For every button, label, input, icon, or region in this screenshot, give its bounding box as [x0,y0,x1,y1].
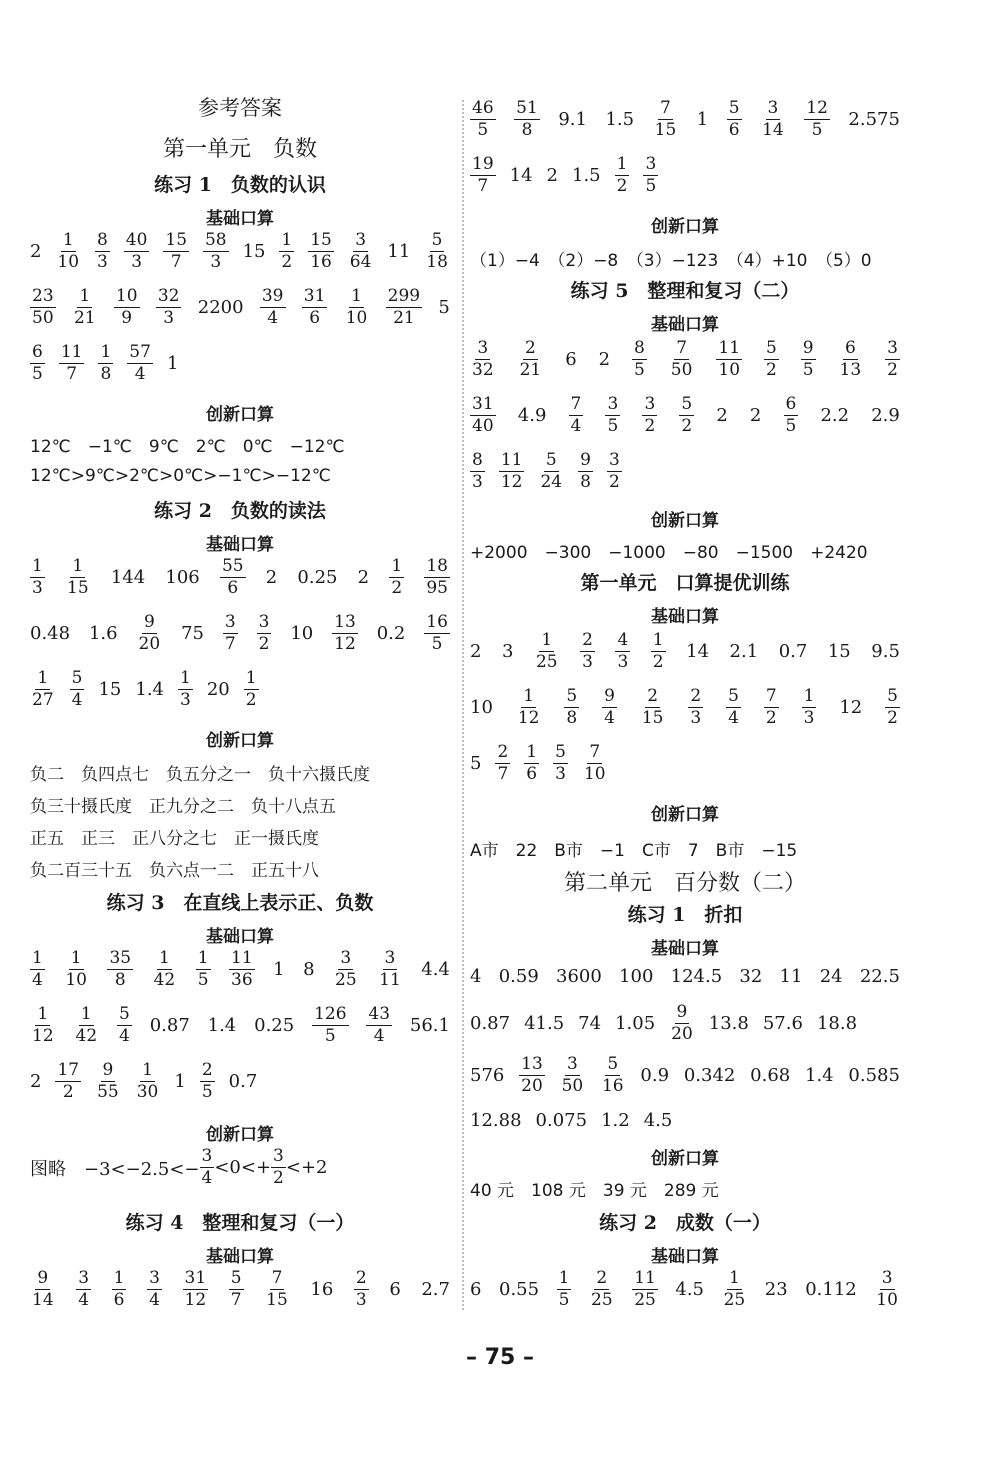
answer-value: 2200 [197,297,244,318]
fraction: $\frac{7}{50}$ [670,338,693,380]
answer-row [30,344,450,383]
fraction: $\frac{1}{6}$ [113,1268,125,1310]
fraction: $\frac{7}{4}$ [570,394,582,436]
fraction: $\frac{5}{4}$ [119,1004,130,1046]
fraction: $\frac{11}{10}$ [718,338,741,380]
fraction: $\frac{5}{4}$ [728,686,739,728]
fraction: $\frac{1}{21}$ [73,286,96,328]
fraction: $\frac{1}{10}$ [345,286,368,328]
answer-row [470,100,900,139]
answer-text-line: 正五 正三 正八分之七 正一摄氏度 [30,829,319,849]
section-heading: 基础口算 [206,1247,274,1267]
answer-row [470,1004,900,1043]
fraction: $\frac{17}{2}$ [57,1060,80,1102]
answer-text-line: A市 22 B市 −1 C市 7 B市 −15 [470,841,798,861]
answer-row [30,232,450,271]
fraction: $\frac{18}{95}$ [426,556,448,598]
answer-value: 2 [716,405,728,426]
fraction: $\frac{3}{5}$ [645,154,657,196]
fraction: $\frac{3}{4}$ [201,1146,213,1188]
answer-value: 2.2 [820,405,850,426]
fraction: $\frac{2}{25}$ [591,1268,613,1310]
fraction: $\frac{9}{20}$ [138,612,161,654]
answer-value: 图略 −3<−2.5<− [30,1158,200,1180]
answer-value: 1.4 [207,1015,237,1036]
fraction: $\frac{4}{3}$ [617,630,629,672]
fraction: $\frac{5}{2}$ [681,394,693,436]
fraction: $\frac{13}{12}$ [334,612,356,654]
answer-value: 18.8 [816,1013,858,1034]
answer-row [470,156,900,195]
fraction: $\frac{1}{10}$ [57,230,80,272]
answer-value: 1.5 [572,165,601,186]
answer-value: 8 [303,959,315,980]
section-heading: 创新口算 [651,805,719,825]
fraction: $\frac{9}{14}$ [32,1268,54,1310]
unit-heading: 第一单元 负数 [162,137,317,162]
answer-row [30,558,450,597]
fraction: $\frac{3}{25}$ [335,948,357,990]
fraction: $\frac{9}{20}$ [671,1002,693,1044]
exercise-heading: 练习 5 整理和复习（二） [570,280,800,302]
answer-value: 0.48 [30,623,71,644]
fraction: $\frac{35}{8}$ [109,948,132,990]
fraction: $\frac{1}{3}$ [180,668,191,710]
fraction: $\frac{299}{21}$ [387,286,421,328]
fraction: $\frac{13}{20}$ [521,1054,543,1096]
answer-row [470,688,900,727]
exercise-heading: 练习 1 折扣 [627,904,743,926]
fraction: $\frac{46}{5}$ [472,98,494,140]
answer-text-line: 负二 负四点七 负五分之一 负十六摄氏度 [30,765,370,785]
fraction: $\frac{1}{15}$ [67,556,89,598]
answer-value: <0<+ [214,1157,272,1178]
answer-row [470,396,900,435]
answer-text-line: 40 元 108 元 39 元 289 元 [470,1181,719,1201]
answer-value: 1.5 [605,109,635,130]
answer-value: 1 [273,959,285,980]
answer-value: 2 [357,567,370,588]
answer-text-line: 负三十摄氏度 正九分之二 负十八点五 [30,797,336,817]
answer-value: 15 [827,641,851,662]
answer-value: 41.5 [524,1013,565,1034]
answer-row [470,1056,900,1095]
answer-value: 74 [578,1013,602,1034]
fraction: $\frac{3}{2}$ [887,338,898,380]
section-heading: 基础口算 [206,535,274,555]
exercise-heading: 第一单元 口算提优训练 [580,572,790,594]
section-heading: 创新口算 [206,1125,274,1145]
answer-value: 0.68 [750,1065,791,1086]
fraction: $\frac{1}{3}$ [803,686,815,728]
fraction: $\frac{9}{55}$ [97,1060,119,1102]
fraction: $\frac{3}{64}$ [349,230,372,272]
page-title: 参考答案 [198,96,282,120]
fraction: $\frac{7}{2}$ [765,686,777,728]
fraction: $\frac{3}{4}$ [149,1268,160,1310]
answer-value: 20 [206,679,230,700]
fraction: $\frac{5}{3}$ [555,742,566,784]
answer-row [470,452,900,491]
fraction: $\frac{9}{8}$ [580,450,591,492]
fraction: $\frac{3}{50}$ [561,1054,584,1096]
answer-value: 4.4 [421,959,450,980]
answer-row [30,614,450,653]
answer-row [470,1110,900,1131]
fraction: $\frac{16}{5}$ [426,612,448,654]
fraction: $\frac{3}{11}$ [379,948,401,990]
answer-value: 24 [819,966,843,987]
answer-value: 15 [98,679,122,700]
fraction: $\frac{1}{30}$ [136,1060,159,1102]
fraction: $\frac{2}{3}$ [690,686,702,728]
answer-value: 6 [389,1279,401,1300]
answer-value: 0.25 [254,1015,295,1036]
fraction: $\frac{8}{5}$ [634,338,645,380]
fraction: $\frac{2}{3}$ [355,1268,367,1310]
fraction: $\frac{2}{7}$ [497,742,509,784]
fraction: $\frac{5}{18}$ [426,230,448,272]
fraction: $\frac{1}{25}$ [723,1268,746,1310]
fraction: $\frac{1}{42}$ [75,1004,98,1046]
answer-value: 0.075 [535,1110,588,1131]
answer-row [30,1062,450,1101]
exercise-heading: 练习 3 在直线上表示正、负数 [106,892,374,914]
fraction: $\frac{5}{6}$ [728,98,740,140]
fraction: $\frac{1}{42}$ [153,948,176,990]
answer-value: 14 [686,641,710,662]
fraction: $\frac{32}{3}$ [157,286,180,328]
fraction: $\frac{9}{4}$ [604,686,615,728]
fraction: $\frac{55}{6}$ [221,556,244,598]
fraction: $\frac{3}{2}$ [644,394,656,436]
fraction: $\frac{1}{2}$ [245,668,257,710]
answer-value: 0.25 [297,567,338,588]
answer-value: 2.7 [421,1279,450,1300]
fraction: $\frac{6}{5}$ [32,342,43,384]
answer-value: 2.9 [871,405,900,426]
answer-value: 1.05 [615,1013,656,1034]
fraction: $\frac{15}{16}$ [310,230,332,272]
fraction: $\frac{11}{7}$ [60,342,83,384]
exercise-heading: 练习 2 成数（一） [599,1212,771,1234]
section-heading: 基础口算 [651,1247,719,1267]
answer-value: 1.2 [601,1110,630,1131]
answer-value: 124.5 [670,966,723,987]
section-heading: 创新口算 [651,217,719,237]
fraction: $\frac{1}{4}$ [32,948,43,990]
fraction: $\frac{57}{4}$ [129,342,151,384]
answer-value: 15 [242,241,266,262]
answer-value: 0.7 [228,1071,258,1092]
fraction: $\frac{39}{4}$ [261,286,284,328]
answer-value: 11 [779,966,803,987]
section-heading: 基础口算 [651,315,719,335]
answer-value: 57.6 [762,1013,803,1034]
fraction: $\frac{12}{5}$ [806,98,828,140]
answer-value: 22.5 [859,966,900,987]
answer-value: 2 [749,405,762,426]
fraction: $\frac{43}{4}$ [368,1004,391,1046]
answer-value: 0.7 [778,641,808,662]
fraction: $\frac{9}{5}$ [802,338,814,380]
fraction: $\frac{1}{12}$ [517,686,540,728]
fraction: $\frac{5}{4}$ [71,668,83,710]
fraction: $\frac{5}{2}$ [887,686,898,728]
answer-value: 4 [470,966,482,987]
answer-value: 2 [546,165,558,186]
fraction: $\frac{6}{13}$ [839,338,862,380]
answer-value: 2.575 [848,109,900,130]
answer-value: 12.88 [470,1110,522,1131]
answer-value: 9.5 [871,641,900,662]
exercise-heading: 练习 4 整理和复习（一） [125,1212,355,1234]
answer-value: 6 [470,1279,482,1300]
answer-text-line: 12℃>9℃>2℃>0℃>−1℃>−12℃ [30,466,331,486]
fraction: $\frac{3}{32}$ [472,338,494,380]
answer-row [30,1270,450,1309]
answer-value: 3 [501,641,514,662]
answer-value: 0.585 [848,1065,900,1086]
section-heading: 基础口算 [206,927,274,947]
fraction: $\frac{3}{2}$ [258,612,270,654]
unit-heading: 第二单元 百分数（二） [563,871,806,896]
answer-value: 4.5 [643,1110,673,1131]
fraction: $\frac{5}{2}$ [765,338,777,380]
exercise-heading: 练习 1 负数的认识 [154,174,326,196]
answer-value: 5 [470,753,482,774]
answer-value: 75 [181,623,204,644]
answer-text-line: （1）−4 （2）−8 （3）−123 （4）+10 （5）0 [470,251,872,271]
answer-value: 1 [174,1071,186,1092]
answer-value: 11 [387,241,411,262]
answer-value: 5 [438,297,450,318]
fraction: $\frac{1}{2}$ [616,154,628,196]
section-heading: 创新口算 [206,731,274,751]
fraction: $\frac{3}{2}$ [608,450,620,492]
answer-value: 106 [165,567,200,588]
answer-value: 2.1 [729,641,759,662]
fraction: $\frac{1}{2}$ [652,630,664,672]
answer-value: 1.4 [135,679,165,700]
fraction: $\frac{7}{10}$ [583,742,606,784]
fraction: $\frac{23}{50}$ [32,286,54,328]
answer-value: 0.9 [640,1065,670,1086]
fraction: $\frac{5}{8}$ [566,686,578,728]
answer-value: 0.2 [376,623,406,644]
answer-value: 56.1 [409,1015,450,1036]
fraction: $\frac{15}{7}$ [165,230,188,272]
fraction: $\frac{31}{12}$ [184,1268,207,1310]
fraction: $\frac{1}{25}$ [535,630,558,672]
fraction: $\frac{1}{5}$ [197,948,209,990]
column-divider [462,100,464,1310]
answer-value: 4.5 [675,1279,705,1300]
answer-text-line: 12℃ −1℃ 9℃ 2℃ 0℃ −12℃ [30,437,345,457]
answer-row [30,1148,450,1187]
fraction: $\frac{3}{4}$ [78,1268,90,1310]
answer-row [30,1006,450,1045]
fraction: $\frac{58}{3}$ [204,230,227,272]
fraction: $\frac{1}{5}$ [558,1268,570,1310]
fraction: $\frac{31}{6}$ [303,286,326,328]
answer-value: 100 [619,966,654,987]
fraction: $\frac{11}{12}$ [500,450,523,492]
answer-value: 10 [290,623,314,644]
answer-value: 23 [764,1279,788,1300]
answer-value: 1 [696,109,709,130]
answer-value: 1.4 [805,1065,834,1086]
answer-row [30,950,450,989]
fraction: $\frac{7}{15}$ [654,98,677,140]
fraction: $\frac{11}{36}$ [231,948,253,990]
fraction: $\frac{3}{14}$ [762,98,784,140]
fraction: $\frac{5}{24}$ [540,450,563,492]
answer-value: 9.1 [558,109,587,130]
fraction: $\frac{8}{3}$ [97,230,108,272]
fraction: $\frac{3}{10}$ [876,1268,898,1310]
answer-value: 6 [565,349,577,370]
answer-value: 2 [265,567,278,588]
answer-value: 16 [310,1279,334,1300]
fraction: $\frac{8}{3}$ [472,450,483,492]
answer-value: 1 [166,353,179,374]
fraction: $\frac{3}{5}$ [607,394,619,436]
answer-value: 144 [110,567,146,588]
answer-value: 0.87 [149,1015,190,1036]
answer-value: 0.55 [499,1279,540,1300]
section-heading: 基础口算 [651,607,719,627]
fraction: $\frac{10}{9}$ [115,286,138,328]
answer-value: 12 [839,697,863,718]
answer-value: 576 [470,1065,505,1086]
exercise-heading: 练习 2 负数的读法 [154,500,326,522]
answer-value: 14 [509,165,533,186]
answer-value: 0.87 [470,1013,511,1034]
fraction: $\frac{11}{25}$ [634,1268,656,1310]
fraction: $\frac{6}{5}$ [785,394,797,436]
fraction: $\frac{1}{3}$ [32,556,43,598]
fraction: $\frac{2}{21}$ [519,338,542,380]
answer-value: 4.9 [517,405,547,426]
answer-value: 2 [598,349,611,370]
answer-value: 0.59 [498,966,539,987]
fraction: $\frac{1}{8}$ [100,342,112,384]
section-heading: 创新口算 [206,405,274,425]
answer-value: 2 [30,1071,42,1092]
fraction: $\frac{31}{40}$ [472,394,494,436]
section-heading: 基础口算 [206,209,274,229]
section-heading: 创新口算 [651,1149,719,1169]
section-heading: 基础口算 [651,939,719,959]
answer-value: 32 [739,966,763,987]
answer-value: 10 [470,697,493,718]
fraction: $\frac{5}{16}$ [601,1054,624,1096]
answer-row [30,288,450,327]
fraction: $\frac{3}{7}$ [224,612,236,654]
answer-value: 13.8 [708,1013,749,1034]
fraction: $\frac{5}{7}$ [230,1268,242,1310]
fraction: $\frac{2}{5}$ [201,1060,213,1102]
answer-value: <+2 [285,1157,328,1178]
fraction: $\frac{1}{27}$ [32,668,54,710]
answer-row [470,744,900,783]
page-number: – 75 – [466,1345,534,1370]
fraction: $\frac{2}{15}$ [641,686,664,728]
fraction: $\frac{1}{2}$ [281,230,293,272]
answer-row [470,1270,900,1309]
fraction: $\frac{2}{3}$ [582,630,593,672]
answer-text-line: +2000 −300 −1000 −80 −1500 +2420 [470,543,868,563]
answer-value: 0.342 [683,1065,736,1086]
fraction: $\frac{1}{6}$ [526,742,538,784]
answer-text-line: 负二百三十五 负六点一二 正五十八 [30,861,319,881]
fraction: $\frac{3}{2}$ [273,1146,284,1188]
answer-value: 1.6 [88,623,118,644]
fraction: $\frac{19}{7}$ [472,154,494,196]
answer-row [470,966,900,987]
answer-value: 2 [30,241,42,262]
fraction: $\frac{7}{15}$ [266,1268,288,1310]
fraction: $\frac{40}{3}$ [125,230,148,272]
fraction: $\frac{1}{12}$ [32,1004,54,1046]
answer-row [470,340,900,379]
fraction: $\frac{51}{8}$ [516,98,538,140]
answer-value: 0.112 [805,1279,857,1300]
fraction: $\frac{1}{10}$ [65,948,87,990]
fraction: $\frac{1}{2}$ [391,556,403,598]
answer-row [470,632,900,671]
section-heading: 创新口算 [651,511,719,531]
answer-value: 2 [470,641,482,662]
fraction: $\frac{126}{5}$ [314,1004,347,1046]
answer-value: 3600 [556,966,602,987]
answer-row [30,670,450,709]
